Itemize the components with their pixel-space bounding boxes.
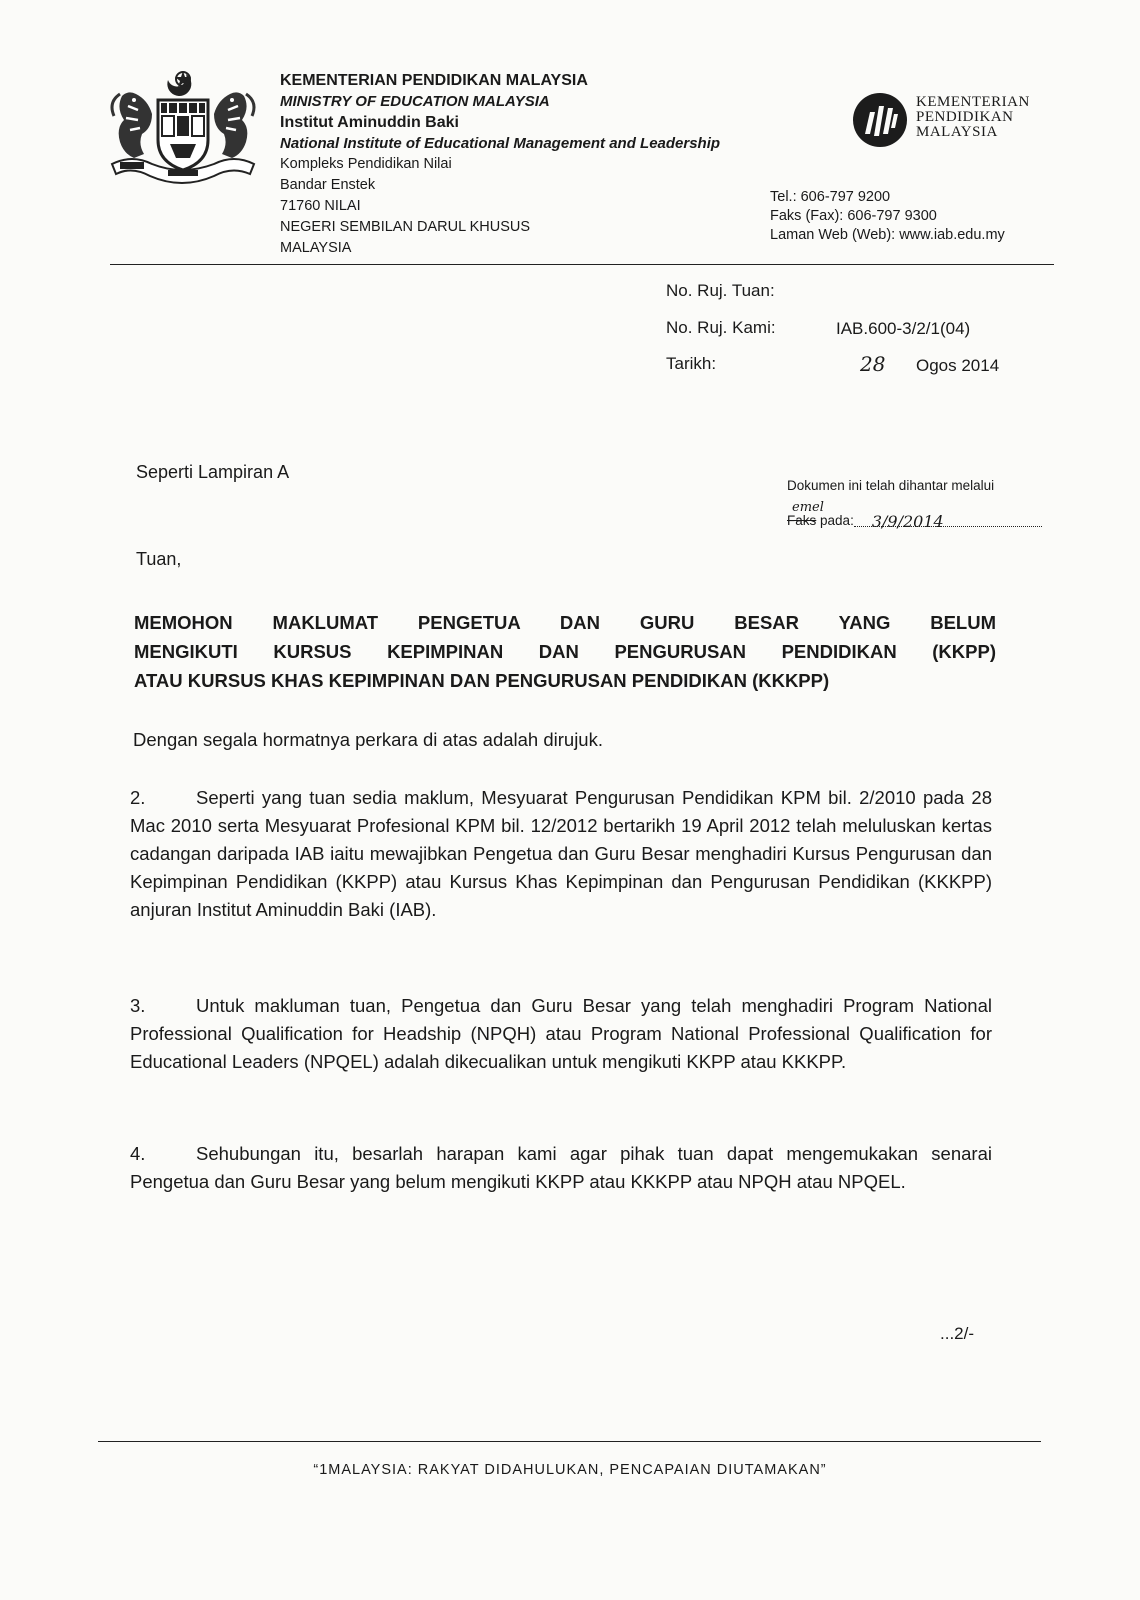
- subject-line: ATAU KURSUS KHAS KEPIMPINAN DAN PENGURUSAN PENDIDIKAN (KKKPP): [134, 670, 830, 691]
- ministry-name-en: MINISTRY OF EDUCATION MALAYSIA: [280, 93, 550, 110]
- address-line: MALAYSIA: [280, 240, 352, 256]
- fax: Faks (Fax): 606-797 9300: [770, 208, 937, 224]
- paragraph-text: Seperti yang tuan sedia maklum, Mesyuarat Pengurusan Pendidikan KPM bil. 2/2010 pada 28 Mac 2010 serta Mesyuarat Profesional KPM bil. 12/2012 bertarikh 19 April 2012 telah meluluskan kertas cadangan daripada IAB iaitu mewajibkan Pengetua dan Guru Besar menghadiri Kursus Pengurusan dan Kepimpinan Pendidikan (KKPP) atau Kursus Khas Kepimpinan dan Pengurusan Pendidikan (KKKPP) anjuran Institut Aminuddin Baki (IAB).: [130, 787, 992, 920]
- contact-info: [770, 188, 1005, 245]
- header-divider: [110, 264, 1054, 265]
- footer-motto: “1MALAYSIA: RAKYAT DIDAHULUKAN, PENCAPAIAN DIUTAMAKAN”: [313, 1462, 827, 1478]
- page-continuation-marker: ...2/-: [940, 1324, 975, 1343]
- institute-name-ms: Institut Aminuddin Baki: [280, 114, 459, 131]
- your-ref-label: No. Ruj. Tuan:: [666, 281, 775, 300]
- stamp-struck-method: Faks: [787, 513, 817, 528]
- subject-line: MEMOHON MAKLUMAT PENGETUA DAN GURU BESAR YANG BELUM: [134, 612, 996, 633]
- date-month-year: Ogos 2014: [916, 356, 1000, 375]
- address-line: Kompleks Pendidikan Nilai: [280, 156, 452, 172]
- address-line: NEGERI SEMBILAN DARUL KHUSUS: [280, 219, 531, 235]
- paragraph-number: 2.: [130, 787, 146, 808]
- malaysia-coat-of-arms-icon: [108, 66, 258, 186]
- opening-line: Dengan segala hormatnya perkara di atas adalah dirujuk.: [133, 729, 603, 750]
- our-ref-value: IAB.600-3/2/1(04): [836, 319, 971, 338]
- paragraph-number: 4.: [130, 1143, 146, 1164]
- dispatch-stamp-line1: Dokumen ini telah dihantar melalui: [787, 478, 995, 493]
- footer-divider: [98, 1441, 1041, 1442]
- paragraph-4: [130, 1140, 992, 1196]
- institute-name-en: National Institute of Educational Management and Leadership: [280, 135, 721, 152]
- paragraph-text: Sehubungan itu, besarlah harapan kami agar pihak tuan dapat mengemukakan senarai Pengetua dan Guru Besar yang belum mengikuti KKPP atau KKKPP atau NPQH atau NPQEL.: [130, 1143, 992, 1192]
- paragraph-text: Untuk makluman tuan, Pengetua dan Guru Besar yang telah menghadiri Program National Professional Qualification for Headship (NPQH) atau Program National Professional Qualification for Educational Leaders (NPQEL) adalah dikecualikan untuk mengikuti KKPP atau KKKPP.: [130, 995, 992, 1072]
- date-label: Tarikh:: [666, 354, 717, 373]
- stamp-handwritten-method: emel: [792, 500, 824, 515]
- stamp-pada: pada:: [820, 513, 854, 528]
- paragraph-2: [130, 784, 992, 924]
- subject-line: MENGIKUTI KURSUS KEPIMPINAN DAN PENGURUSAN PENDIDIKAN (KKPP): [134, 641, 996, 662]
- letterhead: [280, 70, 720, 259]
- address-line: 71760 NILAI: [280, 198, 361, 214]
- stamp-handwritten-date: 3/9/2014: [871, 512, 944, 531]
- website: Laman Web (Web): www.iab.edu.my: [770, 227, 1005, 243]
- paragraph-number: 3.: [130, 995, 146, 1016]
- kpm-logo-icon: [852, 92, 908, 148]
- paragraph-3: [130, 992, 992, 1076]
- dispatch-stamp-line2: [787, 512, 1042, 531]
- address-line: Bandar Enstek: [280, 177, 376, 193]
- kpm-logo-text: KEMENTERIAN PENDIDIKAN MALAYSIA: [916, 94, 1030, 140]
- date-day-handwritten: 28: [860, 352, 886, 376]
- recipient: Seperti Lampiran A: [136, 462, 290, 482]
- stamp-date-line: [854, 512, 1042, 531]
- subject-heading: [134, 608, 996, 695]
- our-ref-label: No. Ruj. Kami:: [666, 318, 776, 337]
- salutation: Tuan,: [136, 549, 182, 569]
- tel: Tel.: 606-797 9200: [770, 189, 891, 205]
- ministry-name-ms: KEMENTERIAN PENDIDIKAN MALAYSIA: [280, 72, 588, 89]
